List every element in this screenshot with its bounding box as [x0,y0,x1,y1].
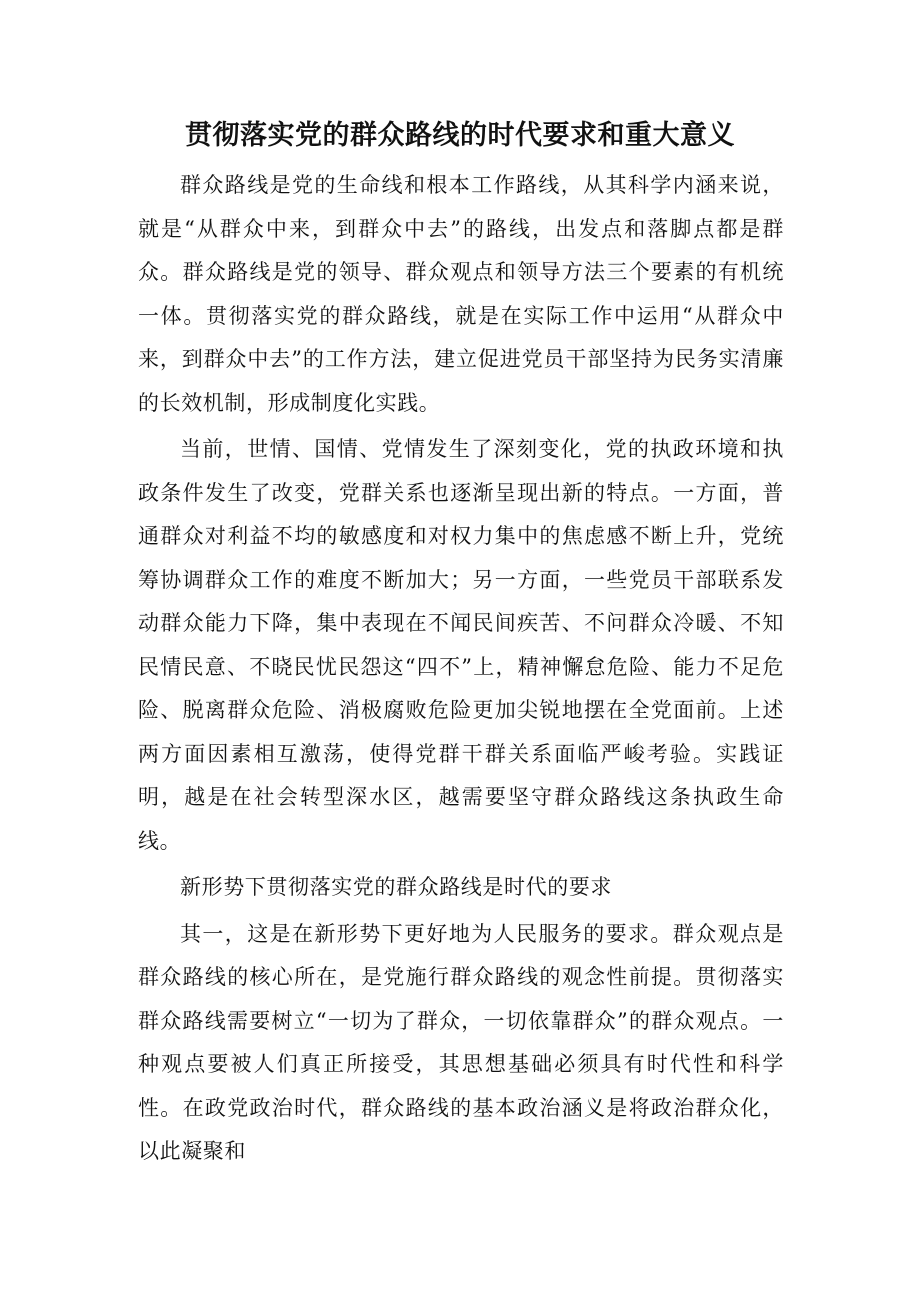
paragraph-2: 当前，世情、国情、党情发生了深刻变化，党的执政环境和执政条件发生了改变，党群关系也逐渐呈现出新的特点。一方面，普通群众对利益不均的敏感度和对权力集中的焦虑感不断上升，党统筹协调群众工作的难度不断加大；另一方面，一些党员干部联系发动群众能力下降，集中表现在不闻民间疾苦、不问群众冷暖、不知民情民意、不晓民忧民怨这“四不”上，精神懈怠危险、能力不足危险、脱离群众危险、消极腐败危险更加尖锐地摆在全党面前。上述两方面因素相互激荡，使得党群干群关系面临严峻考验。实践证明，越是在社会转型深水区，越需要坚守群众路线这条执政生命线。 [138,437,784,853]
paragraph-3: 其一，这是在新形势下更好地为人民服务的要求。群众观点是群众路线的核心所在，是党施行群众路线的观念性前提。贯彻落实群众路线需要树立“一切为了群众，一切依靠群众”的群众观点。一种观点要被人们真正所接受，其思想基础必须具有时代性和科学性。在政党政治时代，群众路线的基本政治涵义是将政治群众化，以此凝聚和 [138,921,784,1163]
paragraph-1: 群众路线是党的生命线和根本工作路线，从其科学内涵来说，就是“从群众中来，到群众中去”的路线，出发点和落脚点都是群众。群众路线是党的领导、群众观点和领导方法三个要素的有机统一体。贯彻落实党的群众路线，就是在实际工作中运用“从群众中来，到群众中去”的工作方法，建立促进党员干部坚持为民务实清廉的长效机制，形成制度化实践。 [138,173,784,415]
document-title: 贯彻落实党的群众路线的时代要求和重大意义 [185,120,735,151]
document-body [138,164,784,1174]
section-heading: 新形势下贯彻落实党的群众路线是时代的要求 [180,875,612,899]
